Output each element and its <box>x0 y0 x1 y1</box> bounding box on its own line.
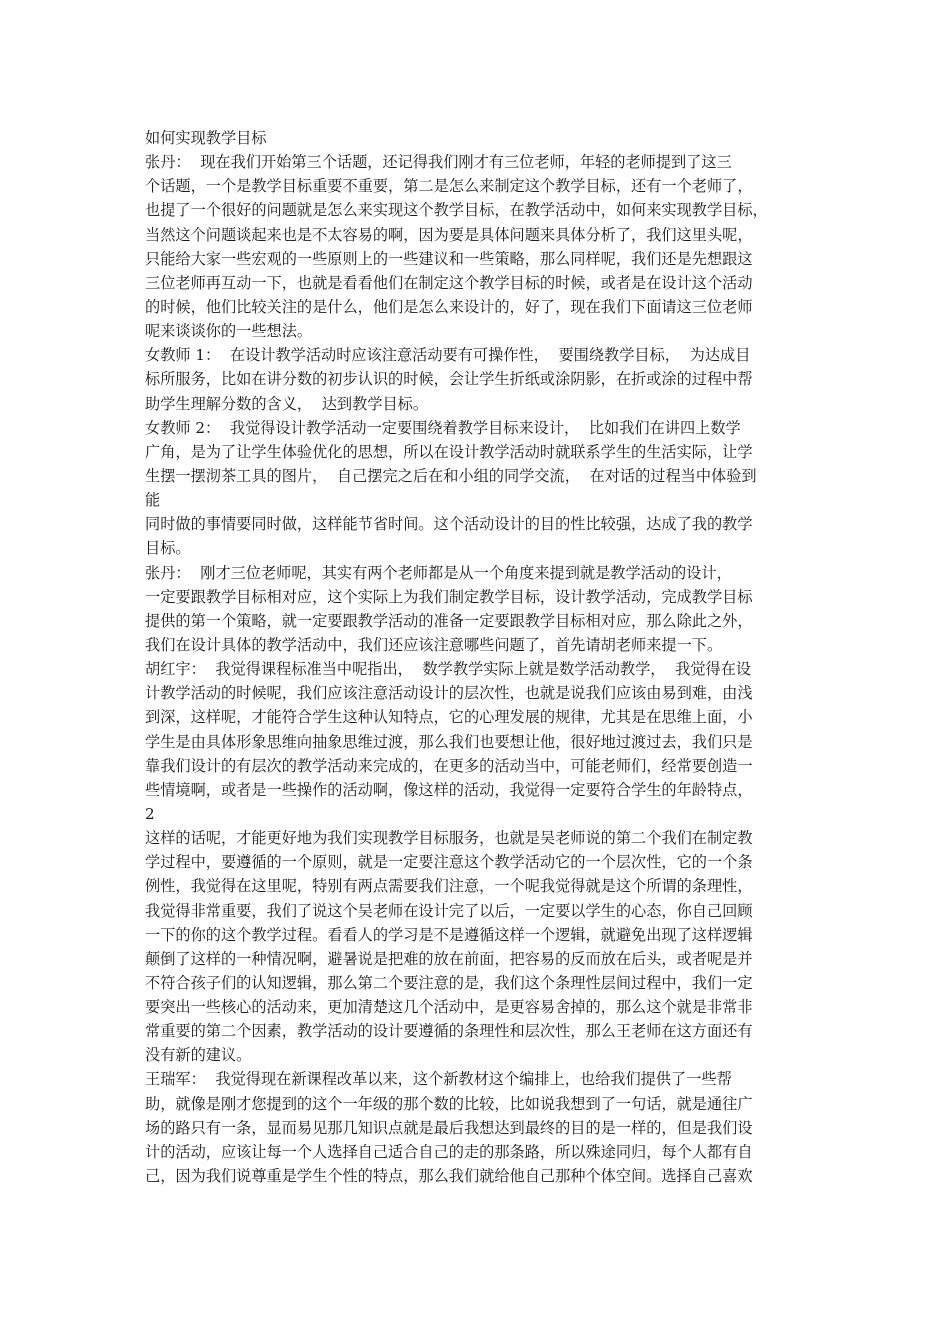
text-line: 目标。 <box>145 539 191 558</box>
text-line: 己，因为我们说尊重是学生个性的特点，那么我们就给他自己那种个体空间。选择自己喜欢 <box>145 1167 753 1186</box>
text-line: 学过程中，要遵循的一个原则，就是一定要注意这个教学活动它的一个层次性，它的一个条 <box>145 853 753 872</box>
text-line: 能 <box>145 491 161 510</box>
text-line: 张丹： 刚才三位老师呢，其实有两个老师都是从一个角度来提到就是教学活动的设计， <box>145 563 732 582</box>
text-line: 标所服务，比如在讲分数的初步认识的时候，会让学生折纸或涂阴影，在折或涂的过程中帮 <box>145 370 753 389</box>
text-line: 些情境啊，或者是一些操作的活动啊，像这样的活动，我觉得一定要符合学生的年龄特点， <box>145 780 753 799</box>
text-line: 我们在设计具体的教学活动中，我们还应该注意哪些问题了，首先请胡老师来提一下。 <box>145 635 723 654</box>
text-line: 学生是由具体形象思维向抽象思维过渡，那么我们也要想让他，很好地过渡过去，我们只是 <box>145 732 753 751</box>
text-line: 女教师 2： 我觉得设计教学活动一定要围绕着教学目标来设计， 比如我们在讲四上数学 <box>145 418 741 437</box>
text-line: 计教学活动的时候呢，我们应该注意活动设计的层次性，也就是说我们应该由易到难，由浅 <box>145 684 753 703</box>
text-line: 我觉得非常重要，我们了说这个吴老师在设计完了以后，一定要以学生的心态，你自己回顾 <box>145 901 753 920</box>
text-line: 呢来谈谈你的一些想法。 <box>145 322 313 341</box>
text-line: 到深，这样呢，才能符合学生这种认知特点，它的心理发展的规律，尤其是在思维上面，小 <box>145 708 753 727</box>
text-line: 女教师 1： 在设计教学活动时应该注意活动要有可操作性， 要围绕教学目标， 为达成目 <box>145 346 751 365</box>
page-number: 2 <box>145 804 155 823</box>
text-line: 广角，是为了让学生体验优化的思想，所以在设计教学活动时就联系学生的生活实际，让学 <box>145 442 753 461</box>
text-line: 靠我们设计的有层次的教学活动来完成的，在更多的活动当中，可能老师们，经常要创造一 <box>145 756 753 775</box>
text-line: 助，就像是刚才您提到的这个一年级的那个数的比较，比如说我想到了一句话，就是通往广 <box>145 1094 753 1113</box>
text-line: 也提了一个很好的问题就是怎么来实现这个教学目标，在教学活动中，如何来实现教学目标， <box>145 201 768 220</box>
text-line: 当然这个问题谈起来也是不太容易的啊，因为要是具体问题来具体分析了，我们这里头呢， <box>145 225 753 244</box>
text-line: 助学生理解分数的含义， 达到教学目标。 <box>145 394 429 413</box>
text-line: 颠倒了这样的一种情况啊，避暑说是把难的放在前面，把容易的反而放在后头，或者呢是并 <box>145 949 753 968</box>
text-line: 张丹： 现在我们开始第三个话题，还记得我们刚才有三位老师，年轻的老师提到了这三 <box>145 153 732 172</box>
text-line: 没有新的建议。 <box>145 1046 252 1065</box>
text-line: 一定要跟教学目标相对应，这个实际上为我们制定教学目标，设计教学活动，完成教学目标 <box>145 587 753 606</box>
text-line: 例性，我觉得在这里呢，特别有两点需要我们注意，一个呢我觉得就是这个所谓的条理性， <box>145 877 753 896</box>
text-line: 只能给大家一些宏观的一些原则上的一些建议和一些策略，那么同样呢，我们还是先想跟这 <box>145 249 753 268</box>
text-line: 三位老师再互动一下，也就是看看他们在制定这个教学目标的时候，或者是在设计这个活动 <box>145 273 753 292</box>
text-line: 同时做的事情要同时做，这样能节省时间。这个活动设计的目的性比较强，达成了我的教学 <box>145 515 753 534</box>
text-line: 胡红宇： 我觉得课程标准当中呢指出， 数学教学实际上就是数学活动教学， 我觉得在设 <box>145 660 752 679</box>
text-line: 一下的你的这个教学过程。看看人的学习是不是遵循这样一个逻辑，就避免出现了这样逻辑 <box>145 925 753 944</box>
text-line: 不符合孩子们的认知逻辑，那么第二个要注意的是，我们这个条理性层间过程中，我们一定 <box>145 973 753 992</box>
text-line: 计的活动，应该让每一个人选择自己适合自己的走的那条路，所以殊途同归，每个人都有自 <box>145 1142 753 1161</box>
text-line: 王瑞军： 我觉得现在新课程改革以来，这个新教材这个编排上，也给我们提供了一些帮 <box>145 1070 732 1089</box>
text-line: 的时候，他们比较关注的是什么，他们是怎么来设计的，好了，现在我们下面请这三位老师 <box>145 297 753 316</box>
text-line: 这样的话呢，才能更好地为我们实现教学目标服务，也就是吴老师说的第二个我们在制定教 <box>145 829 753 848</box>
text-line: 个话题，一个是教学目标重要不重要，第二是怎么来制定这个教学目标，还有一个老师了， <box>145 177 753 196</box>
text-line: 提供的第一个策略，就一定要跟教学活动的准备一定要跟教学目标相对应，那么除此之外， <box>145 611 753 630</box>
text-line: 常重要的第二个因素，教学活动的设计要遵循的条理性和层次性，那么王老师在这方面还有 <box>145 1022 753 1041</box>
document-title: 如何实现教学目标 <box>145 129 267 147</box>
document-page <box>145 126 815 1188</box>
text-line: 场的路只有一条，显而易见那几知识点就是最后我想达到最终的目的是一样的，但是我们设 <box>145 1118 753 1137</box>
text-line: 要突出一些核心的活动来，更加清楚这几个活动中，是更容易舍掉的，那么这个就是非常非 <box>145 998 753 1017</box>
text-line: 生摆一摆沏茶工具的图片， 自己摆完之后在和小组的同学交流， 在对话的过程当中体验到 <box>145 466 757 485</box>
